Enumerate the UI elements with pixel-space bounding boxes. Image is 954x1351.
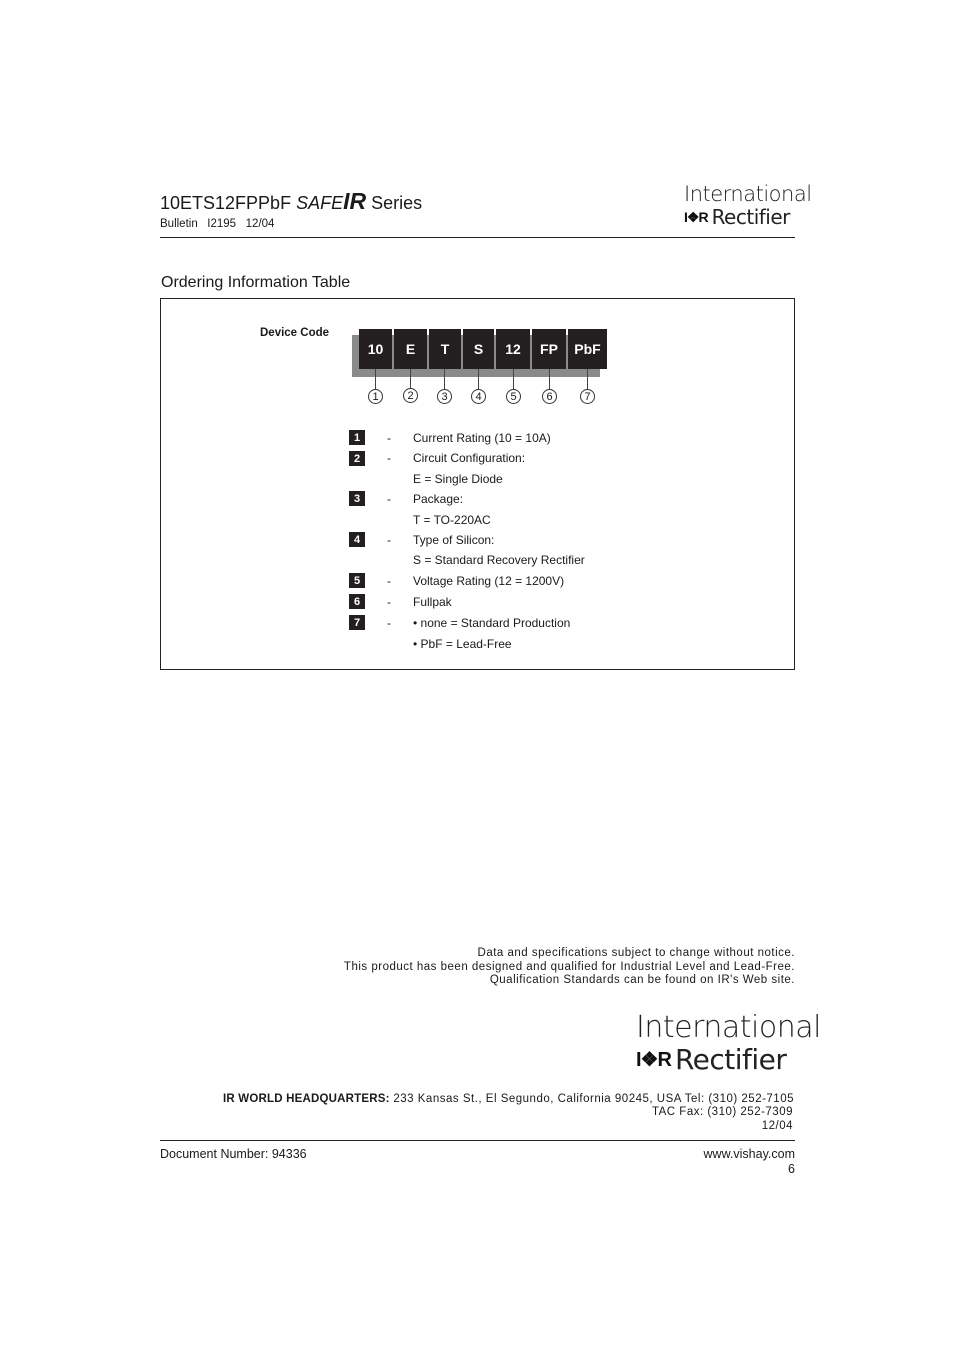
logo-rectifier: Rectifier (674, 1043, 787, 1076)
header-rule (160, 237, 795, 238)
website-link[interactable]: www.vishay.com (703, 1147, 795, 1161)
legend-dash: - (387, 574, 391, 588)
code-cell-1: 10 (359, 329, 392, 369)
legend-dash: - (387, 533, 391, 547)
leader-line-5 (513, 369, 514, 389)
legend-badge-5: 5 (349, 573, 365, 588)
leader-line-2 (410, 369, 411, 388)
logo-rectifier: Rectifier (711, 205, 790, 229)
code-cell-5: 12 (496, 329, 530, 369)
legend-dash: - (387, 595, 391, 609)
footer-note-line: Qualification Standards can be found on IR's Web site. (489, 974, 795, 986)
footer-note-line: This product has been designed and qualified for Industrial Level and Lead-Free. (343, 961, 795, 973)
leader-line-3 (444, 369, 445, 389)
code-cell-3: T (429, 329, 461, 369)
legend-text: T = TO-220AC (413, 513, 491, 527)
page-number: 6 (788, 1162, 795, 1176)
page-title (160, 188, 422, 215)
index-circle-2: 2 (403, 388, 418, 403)
legend-badge-2: 2 (349, 451, 365, 466)
legend-text: • none = Standard Production (413, 616, 571, 630)
legend-text: • PbF = Lead-Free (413, 637, 512, 651)
hq-label: IR WORLD HEADQUARTERS: (223, 1093, 390, 1105)
legend-text: Current Rating (10 = 10A) (413, 431, 551, 445)
title-series: Series (366, 193, 423, 213)
legend-badge-7: 7 (349, 615, 365, 630)
index-circle-1: 1 (368, 389, 383, 404)
footer-note-line: Data and specifications subject to change without notice. (477, 947, 795, 959)
hq-address-line (223, 1093, 794, 1105)
logo-international: International (636, 1010, 821, 1045)
code-cell-2: E (394, 329, 427, 369)
leader-line-7 (587, 369, 588, 389)
leader-line-1 (375, 369, 376, 389)
footer-rule (160, 1140, 795, 1141)
code-cell-4: S (463, 329, 494, 369)
legend-text: Fullpak (413, 595, 452, 609)
index-circle-4: 4 (471, 389, 486, 404)
title-ir: IR (343, 188, 367, 214)
legend-badge-4: 4 (349, 532, 365, 547)
legend-dash: - (387, 492, 391, 506)
legend-dash: - (387, 431, 391, 445)
index-circle-3: 3 (437, 389, 452, 404)
legend-dash: - (387, 451, 391, 465)
code-cell-7: PbF (568, 329, 607, 369)
header-logo (684, 182, 812, 229)
section-title: Ordering Information Table (161, 274, 351, 291)
index-circle-7: 7 (580, 389, 595, 404)
bulletin-line: Bulletin I2195 12/04 (160, 218, 275, 230)
title-part-number: 10ETS12FPPbF (160, 193, 297, 213)
index-circle-6: 6 (542, 389, 557, 404)
legend-badge-3: 3 (349, 491, 365, 506)
logo-ir-mark: I❖R (636, 1049, 671, 1071)
legend-text: S = Standard Recovery Rectifier (413, 553, 585, 567)
title-safe: SAFE (296, 193, 344, 213)
logo-ir-mark: I❖R (684, 208, 708, 225)
logo-international: International (684, 182, 812, 206)
legend-text: E = Single Diode (413, 472, 503, 486)
legend-text: Circuit Configuration: (413, 451, 526, 465)
device-code-label: Device Code (260, 327, 330, 339)
leader-line-4 (478, 369, 479, 389)
hq-address: 233 Kansas St., El Segundo, California 90245, USA Tel: (310) 252-7105 (389, 1093, 794, 1105)
legend-dash: - (387, 616, 391, 630)
hq-date: 12/04 (761, 1120, 793, 1132)
leader-line-6 (549, 369, 550, 389)
index-circle-5: 5 (506, 389, 521, 404)
legend-text: Voltage Rating (12 = 1200V) (413, 574, 565, 588)
legend-text: Package: (413, 492, 464, 506)
code-cell-6: FP (532, 329, 566, 369)
legend-text: Type of Silicon: (413, 533, 495, 547)
legend-badge-1: 1 (349, 430, 365, 445)
footer-logo (636, 1010, 821, 1076)
hq-fax: TAC Fax: (310) 252-7309 (651, 1106, 793, 1118)
document-number: Document Number: 94336 (160, 1147, 307, 1161)
legend-badge-6: 6 (349, 594, 365, 609)
